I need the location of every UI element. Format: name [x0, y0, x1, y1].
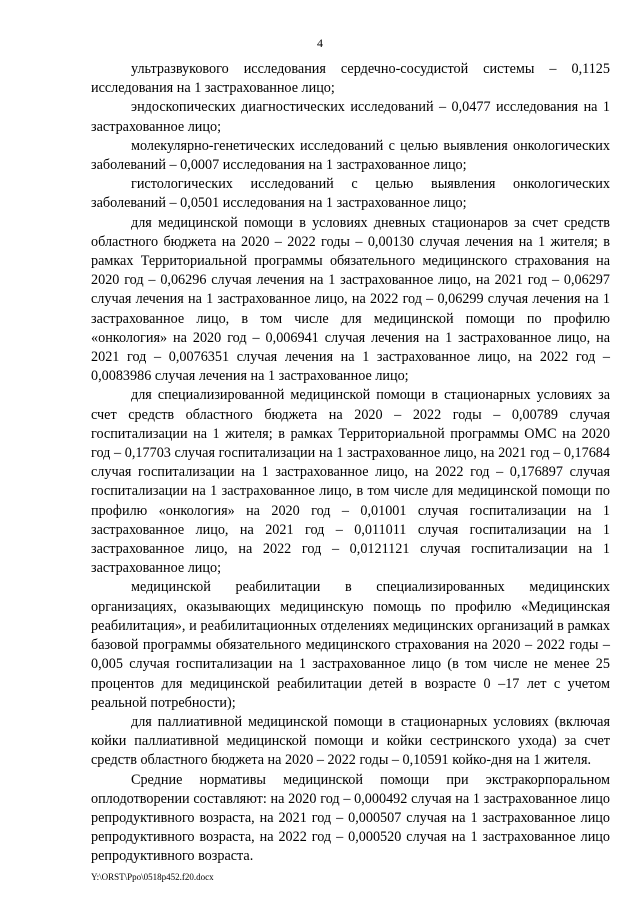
paragraph-endoscopic: эндоскопических диагностических исследований – 0,0477 исследования на 1 застрахованное лицо; — [91, 99, 610, 135]
paragraph-rehabilitation: медицинской реабилитации в специализированных медицинских организациях, оказывающих медицинскую помощь по профилю «Медицинская реабилитация», и реабилитационных отделениях медицинских организаций в рамках базовой программы обязательного медицинского страхования на 2020 – 2022 годы – 0,005 случая госпитализации на 1 застрахованное лицо (в том числе не менее 25 процентов для медицинской реабилитации детей в возрасте 0 –17 лет с учетом реальной потребности); — [91, 579, 610, 711]
paragraph-histological: гистологических исследований с целью выявления онкологических заболеваний – 0,0501 исследования на 1 застрахованное лицо; — [91, 176, 610, 212]
paragraph-ivf: Средние нормативы медицинской помощи при экстракорпоральном оплодотворении составляют: на 2020 год – 0,000492 случая на 1 застрахованное лицо репродуктивного возраста, на 2021 год – 0,000507 случая на 1 застрахованное лицо репродуктивного возраста, на 2022 год – 0,000520 случая на 1 застрахованное лицо репродуктивного возраста. — [91, 771, 610, 865]
document-body — [91, 60, 610, 867]
paragraph-molecular-genetic: молекулярно-генетических исследований с целью выявления онкологических заболеваний – 0,0007 исследования на 1 застрахованное лицо; — [91, 137, 610, 174]
paragraph-palliative: для паллиативной медицинской помощи в стационарных условиях (включая койки паллиативной медицинской помощи и койки сестринского ухода) за счет средств областного бюджета на 2020 – 2022 годы – 0,10591 койко-дня на 1 жителя. — [91, 713, 610, 769]
paragraph-specialized-care: для специализированной медицинской помощи в стационарных условиях за счет средств областного бюджета на 2020 – 2022 годы – 0,00789 случая госпитализации на 1 жителя; в рамках Территориальной программы ОМС на 2020 год – 0,17703 случая госпитализации на 1 застрахованное лицо, на 2021 год – 0,17684 случая госпитализации на 1 застрахованное лицо, на 2022 год – 0,176897 случая госпитализации на 1 застрахованное лицо, в том числе для медицинской помощи по профилю «онкология» на 2020 год – 0,01001 случая госпитализации на 1 застрахованное лицо, на 2021 год – 0,011011 случая госпитализации на 1 застрахованное лицо, на 2022 год – 0,0121121 случая госпитализации на 1 застрахованное лицо; — [91, 387, 610, 577]
footer-file-path: Y:\ORST\Ppo\0518p452.f20.docx — [91, 872, 214, 882]
page-number: 4 — [317, 36, 323, 50]
paragraph-ultrasound: ультразвукового исследования сердечно-сосудистой системы – 0,1125 исследования на 1 застрахованное лицо; — [91, 61, 610, 97]
paragraph-day-hospital: для медицинской помощи в условиях дневных стационаров за счет средств областного бюджета на 2020 – 2022 годы – 0,00130 случая лечения на 1 жителя; в рамках Территориальной программы обязательного медицинского страхования на 2020 год – 0,06296 случая лечения на 1 застрахованное лицо, на 2021 год – 0,06297 случая лечения на 1 застрахованное лицо, на 2022 год – 0,06299 случая лечения на 1 застрахованное лицо, в том числе для медицинской помощи по профилю «онкология» на 2020 год – 0,006941 случая лечения на 1 застрахованное лицо, на 2021 год – 0,0076351 случая лечения на 1 застрахованное лицо, на 2022 год – 0,0083986 случая лечения на 1 застрахованное лицо; — [91, 214, 610, 385]
